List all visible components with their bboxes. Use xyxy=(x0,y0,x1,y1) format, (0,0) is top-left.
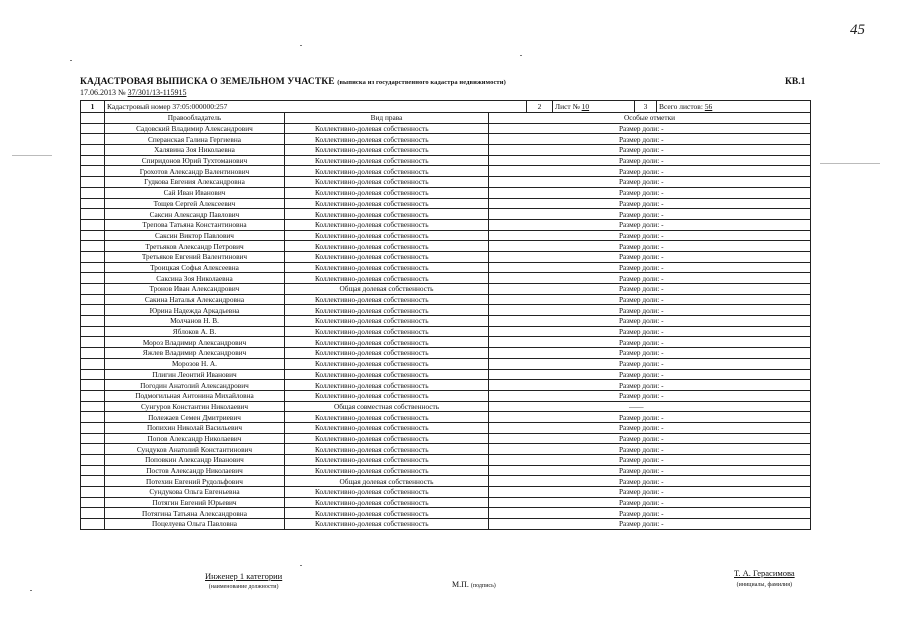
table-row xyxy=(81,134,811,145)
table-row xyxy=(81,187,811,198)
scan-speck xyxy=(12,155,52,156)
column-header-right-type: Вид права xyxy=(285,113,489,124)
table-row xyxy=(81,209,811,220)
table-row xyxy=(81,251,811,262)
table-row xyxy=(81,219,811,230)
owner-cell: Сперанская Галина Гергиевна xyxy=(105,134,285,145)
right-type-cell: Коллективно-долевая собственность xyxy=(285,219,489,230)
owner-cell: Сундуков Анатолий Константинович xyxy=(105,444,285,455)
note-cell: Размер доли: - xyxy=(489,145,811,156)
table-row xyxy=(81,401,811,412)
signer-block xyxy=(734,568,795,588)
right-type-cell: Коллективно-долевая собственность xyxy=(285,123,489,134)
owner-cell: Потехин Евгений Рудольфович xyxy=(105,476,285,487)
note-cell: Размер доли: - xyxy=(489,209,811,220)
note-cell: Размер доли: - xyxy=(489,305,811,316)
note-cell: Размер доли: - xyxy=(489,390,811,401)
right-type-cell: Коллективно-долевая собственность xyxy=(285,444,489,455)
right-type-cell: Коллективно-долевая собственность xyxy=(285,155,489,166)
form-code: КВ.1 xyxy=(785,77,806,87)
row-blank-cell xyxy=(81,369,105,380)
owner-cell: Спиридонов Юрий Тухтоманович xyxy=(105,155,285,166)
note-cell: Размер доли: - xyxy=(489,412,811,423)
note-cell: Размер доли: - xyxy=(489,337,811,348)
owner-cell: Трепова Татьяна Константиновна xyxy=(105,219,285,230)
right-type-cell: Коллективно-долевая собственность xyxy=(285,326,489,337)
table-row xyxy=(81,316,811,327)
row-blank-cell xyxy=(81,444,105,455)
table-row xyxy=(81,508,811,519)
document-date-line xyxy=(80,88,186,97)
owner-cell: Саксин Александр Павлович xyxy=(105,209,285,220)
sheet-info-index-3: 3 xyxy=(635,101,657,113)
right-type-cell: Коллективно-долевая собственность xyxy=(285,380,489,391)
owner-cell: Юрина Надежда Аркадьевна xyxy=(105,305,285,316)
stamp-place: М.П. xyxy=(452,580,469,589)
row-blank-cell xyxy=(81,455,105,466)
right-type-cell: Коллективно-долевая собственность xyxy=(285,390,489,401)
table-row xyxy=(81,455,811,466)
table-row xyxy=(81,305,811,316)
owner-cell: Сакина Наталья Александровна xyxy=(105,294,285,305)
row-blank-cell xyxy=(81,187,105,198)
owner-cell: Погодин Анатолий Александрович xyxy=(105,380,285,391)
row-blank-cell xyxy=(81,219,105,230)
owner-cell: Потягина Татьяна Александровна xyxy=(105,508,285,519)
owner-cell: Подмогильная Антонина Михайловна xyxy=(105,390,285,401)
table-row xyxy=(81,487,811,498)
row-blank-cell xyxy=(81,497,105,508)
cadastral-number-label: Кадастровый номер xyxy=(107,102,171,111)
row-blank-cell xyxy=(81,508,105,519)
table-row xyxy=(81,412,811,423)
owner-cell: Халявина Зоя Николаевна xyxy=(105,145,285,156)
table-row xyxy=(81,262,811,273)
scan-speck xyxy=(300,565,302,566)
owner-cell: Сунгуров Константин Николаевич xyxy=(105,401,285,412)
row-blank-cell xyxy=(81,390,105,401)
table-row xyxy=(81,123,811,134)
owner-cell: Постов Александр Николаевич xyxy=(105,465,285,476)
table-row xyxy=(81,198,811,209)
right-type-cell: Коллективно-долевая собственность xyxy=(285,337,489,348)
scan-speck xyxy=(30,590,32,591)
row-blank-cell xyxy=(81,476,105,487)
owners-table-body xyxy=(81,123,811,529)
note-cell: Размер доли: - xyxy=(489,219,811,230)
note-cell: Размер доли: - xyxy=(489,284,811,295)
table-row xyxy=(81,273,811,284)
note-cell: —— xyxy=(489,401,811,412)
right-type-cell: Коллективно-долевая собственность xyxy=(285,369,489,380)
owner-cell: Гудкова Евгения Александровна xyxy=(105,177,285,188)
right-type-cell: Коллективно-долевая собственность xyxy=(285,230,489,241)
right-type-cell: Коллективно-долевая собственность xyxy=(285,316,489,327)
note-cell: Размер доли: - xyxy=(489,187,811,198)
row-blank-cell xyxy=(81,337,105,348)
owner-cell: Третьяков Евгений Валентинович xyxy=(105,251,285,262)
note-cell: Размер доли: - xyxy=(489,177,811,188)
row-blank-cell xyxy=(81,433,105,444)
right-type-cell: Общая совместная собственность xyxy=(285,401,489,412)
right-type-cell: Коллективно-долевая собственность xyxy=(285,348,489,359)
owners-table xyxy=(80,112,811,530)
column-header-owner: Правообладатель xyxy=(105,113,285,124)
table-row xyxy=(81,177,811,188)
table-row xyxy=(81,369,811,380)
owner-cell: Тронов Иван Александрович xyxy=(105,284,285,295)
table-row xyxy=(81,326,811,337)
right-type-cell: Коллективно-долевая собственность xyxy=(285,487,489,498)
table-row xyxy=(81,380,811,391)
cadastral-number-cell xyxy=(105,101,527,113)
right-type-cell: Коллективно-долевая собственность xyxy=(285,497,489,508)
owner-cell: Полежаев Семен Дмитриевич xyxy=(105,412,285,423)
row-blank-cell xyxy=(81,209,105,220)
owner-cell: Мороз Владимир Александрович xyxy=(105,337,285,348)
signer-caption: (инициалы, фамилия) xyxy=(736,582,792,588)
row-blank-cell xyxy=(81,465,105,476)
owners-table-header xyxy=(81,113,811,124)
table-row xyxy=(81,444,811,455)
row-blank-cell xyxy=(81,326,105,337)
total-sheets-cell xyxy=(657,101,811,113)
right-type-cell: Коллективно-долевая собственность xyxy=(285,294,489,305)
row-blank-cell xyxy=(81,166,105,177)
right-type-cell: Коллективно-долевая собственность xyxy=(285,358,489,369)
signer-position: Инженер 1 категории xyxy=(205,571,283,581)
note-cell: Размер доли: - xyxy=(489,251,811,262)
right-type-cell: Коллективно-долевая собственность xyxy=(285,262,489,273)
note-cell: Размер доли: - xyxy=(489,380,811,391)
note-cell: Размер доли: - xyxy=(489,198,811,209)
table-row xyxy=(81,348,811,359)
right-type-cell: Коллективно-долевая собственность xyxy=(285,187,489,198)
note-cell: Размер доли: - xyxy=(489,230,811,241)
right-type-cell: Коллективно-долевая собственность xyxy=(285,455,489,466)
right-type-cell: Коллективно-долевая собственность xyxy=(285,422,489,433)
right-type-cell: Коллективно-долевая собственность xyxy=(285,433,489,444)
right-type-cell: Коллективно-долевая собственность xyxy=(285,251,489,262)
right-type-cell: Коллективно-долевая собственность xyxy=(285,134,489,145)
owner-cell: Саксина Зоя Николаевна xyxy=(105,273,285,284)
total-sheets: 56 xyxy=(704,102,713,111)
table-row xyxy=(81,145,811,156)
owner-cell: Саксин Виктор Павлович xyxy=(105,230,285,241)
table-row xyxy=(81,433,811,444)
row-blank-cell xyxy=(81,251,105,262)
table-row xyxy=(81,166,811,177)
position-caption: (наименование должности) xyxy=(208,584,279,590)
note-cell: Размер доли: - xyxy=(489,273,811,284)
row-blank-cell xyxy=(81,294,105,305)
right-type-cell: Коллективно-долевая собственность xyxy=(285,273,489,284)
row-blank-cell xyxy=(81,123,105,134)
table-row xyxy=(81,390,811,401)
row-blank-cell xyxy=(81,380,105,391)
sheet-number-label: Лист № xyxy=(555,102,580,111)
row-blank-cell xyxy=(81,348,105,359)
table-row xyxy=(81,155,811,166)
sheet-info-index-2: 2 xyxy=(527,101,553,113)
owner-cell: Морозов Н. А. xyxy=(105,358,285,369)
cadastral-number: 37:05:000000:257 xyxy=(172,102,228,111)
owner-cell: Плигин Леонтий Иванович xyxy=(105,369,285,380)
table-row xyxy=(81,294,811,305)
table-row xyxy=(81,358,811,369)
position-block xyxy=(205,571,282,590)
owner-cell: Потягин Евгений Юрьевич xyxy=(105,497,285,508)
note-cell: Размер доли: - xyxy=(489,487,811,498)
owner-cell: Третьяков Александр Петрович xyxy=(105,241,285,252)
note-cell: Размер доли: - xyxy=(489,348,811,359)
right-type-cell: Коллективно-долевая собственность xyxy=(285,305,489,316)
right-type-cell: Коллективно-долевая собственность xyxy=(285,209,489,220)
right-type-cell: Коллективно-долевая собственность xyxy=(285,412,489,423)
row-blank-cell xyxy=(81,134,105,145)
row-blank-cell xyxy=(81,487,105,498)
row-blank-cell xyxy=(81,284,105,295)
right-type-cell: Общая долевая собственность xyxy=(285,476,489,487)
sheet-number-cell xyxy=(553,101,635,113)
note-cell: Размер доли: - xyxy=(489,508,811,519)
sheet-number: 10 xyxy=(581,102,590,111)
right-type-cell: Коллективно-долевая собственность xyxy=(285,519,489,530)
owner-cell: Молчанов Н. В. xyxy=(105,316,285,327)
scan-speck xyxy=(820,163,880,164)
note-cell: Размер доли: - xyxy=(489,455,811,466)
row-blank-cell xyxy=(81,155,105,166)
table-row xyxy=(81,519,811,530)
note-cell: Размер доли: - xyxy=(489,123,811,134)
table-row xyxy=(81,337,811,348)
signer-name: Т. А. Герасимова xyxy=(734,568,795,578)
note-cell: Размер доли: - xyxy=(489,166,811,177)
total-sheets-label: Всего листов: xyxy=(659,102,703,111)
row-blank-cell xyxy=(81,519,105,530)
table-row xyxy=(81,465,811,476)
document-number-prefix: № xyxy=(118,88,126,97)
scan-speck xyxy=(520,55,522,56)
table-row xyxy=(81,476,811,487)
row-blank-cell xyxy=(81,401,105,412)
right-type-cell: Коллективно-долевая собственность xyxy=(285,465,489,476)
owner-cell: Поповкин Александр Иванович xyxy=(105,455,285,466)
owner-cell: Поцелуева Ольга Павловна xyxy=(105,519,285,530)
owner-cell: Яблоков А. В. xyxy=(105,326,285,337)
owner-cell: Попихин Николай Васильевич xyxy=(105,422,285,433)
signature-caption: (подпись) xyxy=(470,583,496,589)
table-row xyxy=(81,422,811,433)
right-type-cell: Коллективно-долевая собственность xyxy=(285,241,489,252)
table-row xyxy=(81,241,811,252)
row-blank-cell xyxy=(81,412,105,423)
owner-cell: Сай Иван Иванович xyxy=(105,187,285,198)
note-cell: Размер доли: - xyxy=(489,497,811,508)
owner-cell: Тощев Сергей Алексеевич xyxy=(105,198,285,209)
row-blank-cell xyxy=(81,262,105,273)
row-blank-cell xyxy=(81,305,105,316)
scan-speck xyxy=(300,45,302,46)
document-date: 17.06.2013 xyxy=(80,88,116,97)
table-row xyxy=(81,230,811,241)
note-cell: Размер доли: - xyxy=(489,316,811,327)
right-type-cell: Коллективно-долевая собственность xyxy=(285,145,489,156)
note-cell: Размер доли: - xyxy=(489,134,811,145)
row-blank-cell xyxy=(81,145,105,156)
table-row xyxy=(81,284,811,295)
document-title xyxy=(80,77,506,87)
row-blank-cell xyxy=(81,241,105,252)
note-cell: Размер доли: - xyxy=(489,155,811,166)
note-cell: Размер доли: - xyxy=(489,433,811,444)
note-cell: Размер доли: - xyxy=(489,519,811,530)
header-blank-cell xyxy=(81,113,105,124)
note-cell: Размер доли: - xyxy=(489,294,811,305)
sheet-info-index-1: 1 xyxy=(81,101,105,113)
column-header-notes: Особые отметки xyxy=(489,113,811,124)
scan-speck xyxy=(70,60,72,61)
document-title-main: КАДАСТРОВАЯ ВЫПИСКА О ЗЕМЕЛЬНОМ УЧАСТКЕ xyxy=(80,77,335,87)
stamp-block xyxy=(452,580,496,589)
owner-cell: Попов Александр Николаевич xyxy=(105,433,285,444)
row-blank-cell xyxy=(81,198,105,209)
right-type-cell: Коллективно-долевая собственность xyxy=(285,198,489,209)
note-cell: Размер доли: - xyxy=(489,262,811,273)
note-cell: Размер доли: - xyxy=(489,465,811,476)
row-blank-cell xyxy=(81,177,105,188)
note-cell: Размер доли: - xyxy=(489,476,811,487)
row-blank-cell xyxy=(81,230,105,241)
table-row xyxy=(81,497,811,508)
document-number: 37/301/13-115915 xyxy=(127,88,187,97)
row-blank-cell xyxy=(81,358,105,369)
right-type-cell: Общая долевая собственность xyxy=(285,284,489,295)
row-blank-cell xyxy=(81,422,105,433)
note-cell: Размер доли: - xyxy=(489,241,811,252)
owner-cell: Грохотов Александр Валентинович xyxy=(105,166,285,177)
note-cell: Размер доли: - xyxy=(489,326,811,337)
owner-cell: Сундукова Ольга Евгеньевна xyxy=(105,487,285,498)
row-blank-cell xyxy=(81,316,105,327)
owner-cell: Яжлев Владимир Александрович xyxy=(105,348,285,359)
note-cell: Размер доли: - xyxy=(489,422,811,433)
right-type-cell: Коллективно-долевая собственность xyxy=(285,177,489,188)
page-number: 45 xyxy=(850,22,865,38)
right-type-cell: Коллективно-долевая собственность xyxy=(285,166,489,177)
document-title-subtitle: (выписка из государственного кадастра недвижимости) xyxy=(337,79,506,86)
right-type-cell: Коллективно-долевая собственность xyxy=(285,508,489,519)
note-cell: Размер доли: - xyxy=(489,369,811,380)
note-cell: Размер доли: - xyxy=(489,444,811,455)
owner-cell: Троицкая Софья Алексеевна xyxy=(105,262,285,273)
note-cell: Размер доли: - xyxy=(489,358,811,369)
row-blank-cell xyxy=(81,273,105,284)
owner-cell: Садовский Владимир Александрович xyxy=(105,123,285,134)
